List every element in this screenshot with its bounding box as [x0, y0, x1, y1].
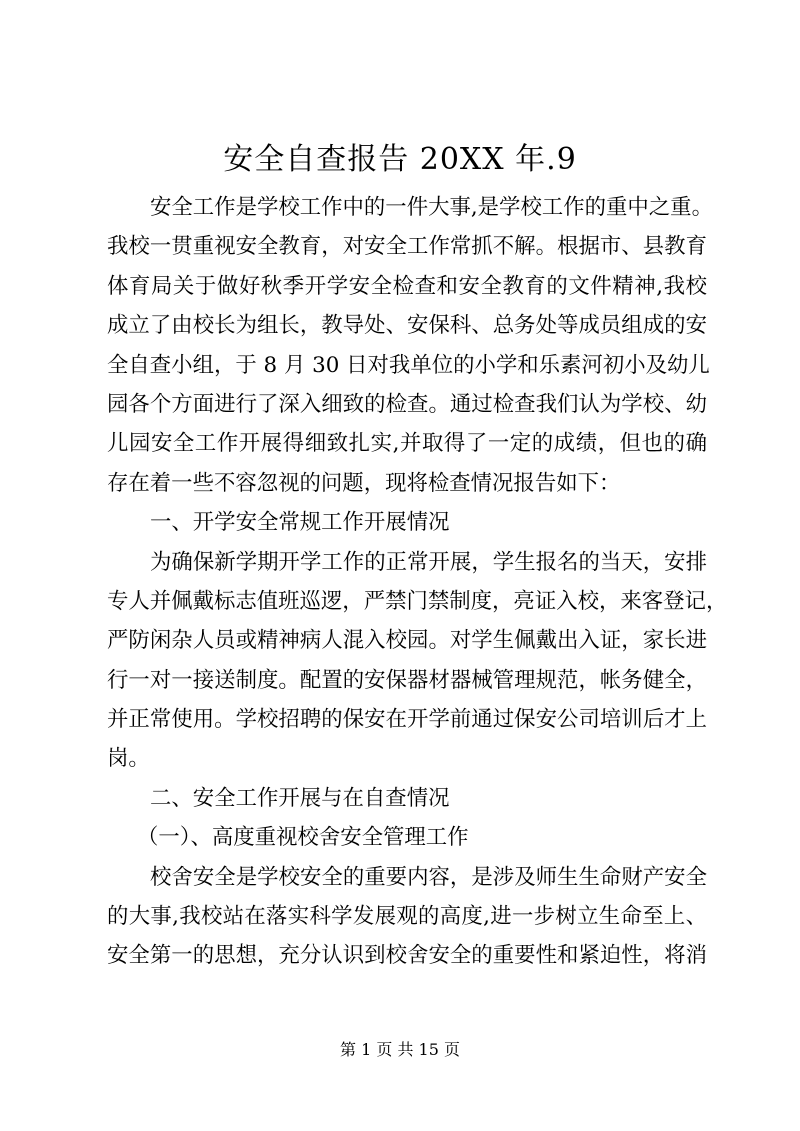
subsection-heading: （一）、高度重视校舍安全管理工作	[137, 825, 469, 851]
body-line: 存在着一些不容忽视的问题，现将检查情况报告如下：	[107, 470, 621, 496]
body-line: 专人并佩戴标志值班巡逻，严禁门禁制度，亮证入校，来客登记，	[107, 588, 728, 614]
body-line: 全自查小组，于 8 月 30 日对我单位的小学和乐素河初小及幼儿	[107, 352, 710, 378]
body-line: 成立了由校长为组长，教导处、安保科、总务处等成员组成的安	[107, 313, 707, 339]
body-line: 儿园安全工作开展得细致扎实,并取得了一定的成绩，但也的确	[107, 431, 707, 457]
body-line: 安全第一的思想，充分认识到校舍安全的重要性和紧迫性，将消	[107, 943, 707, 969]
body-line: 我校一贯重视安全教育，对安全工作常抓不解。根据市、县教育	[107, 234, 707, 260]
body-line: 校舍安全是学校安全的重要内容，是涉及师生生命财产安全	[150, 864, 707, 890]
body-line: 安全工作是学校工作中的一件大事,是学校工作的重中之重。	[150, 195, 713, 220]
body-line: 岗。	[107, 746, 150, 772]
body-line: 行一对一接送制度。配置的安保器材器械管理规范，帐务健全，	[107, 667, 707, 693]
page-footer: 第 1 页 共 15 页	[340, 1040, 460, 1059]
body-line: 园各个方面进行了深入细致的检查。通过检查我们认为学校、幼	[107, 391, 707, 417]
body-line: 并正常使用。学校招聘的保安在开学前通过保安公司培训后才上	[107, 707, 707, 733]
body-line: 的大事,我校站在落实科学发展观的高度,进一步树立生命至上、	[107, 904, 707, 930]
body-line: 为确保新学期开学工作的正常开展，学生报名的当天，安排	[150, 549, 707, 575]
section-heading: 一、开学安全常规工作开展情况	[150, 510, 450, 536]
body-line: 严防闲杂人员或精神病人混入校园。对学生佩戴出入证，家长进	[107, 628, 707, 654]
section-heading: 二、安全工作开展与在自查情况	[150, 785, 450, 811]
document-body	[107, 188, 728, 976]
document-title: 安全自查报告 20XX 年.9	[223, 142, 577, 177]
body-line: 体育局关于做好秋季开学安全检查和安全教育的文件精神,我校	[107, 273, 707, 299]
